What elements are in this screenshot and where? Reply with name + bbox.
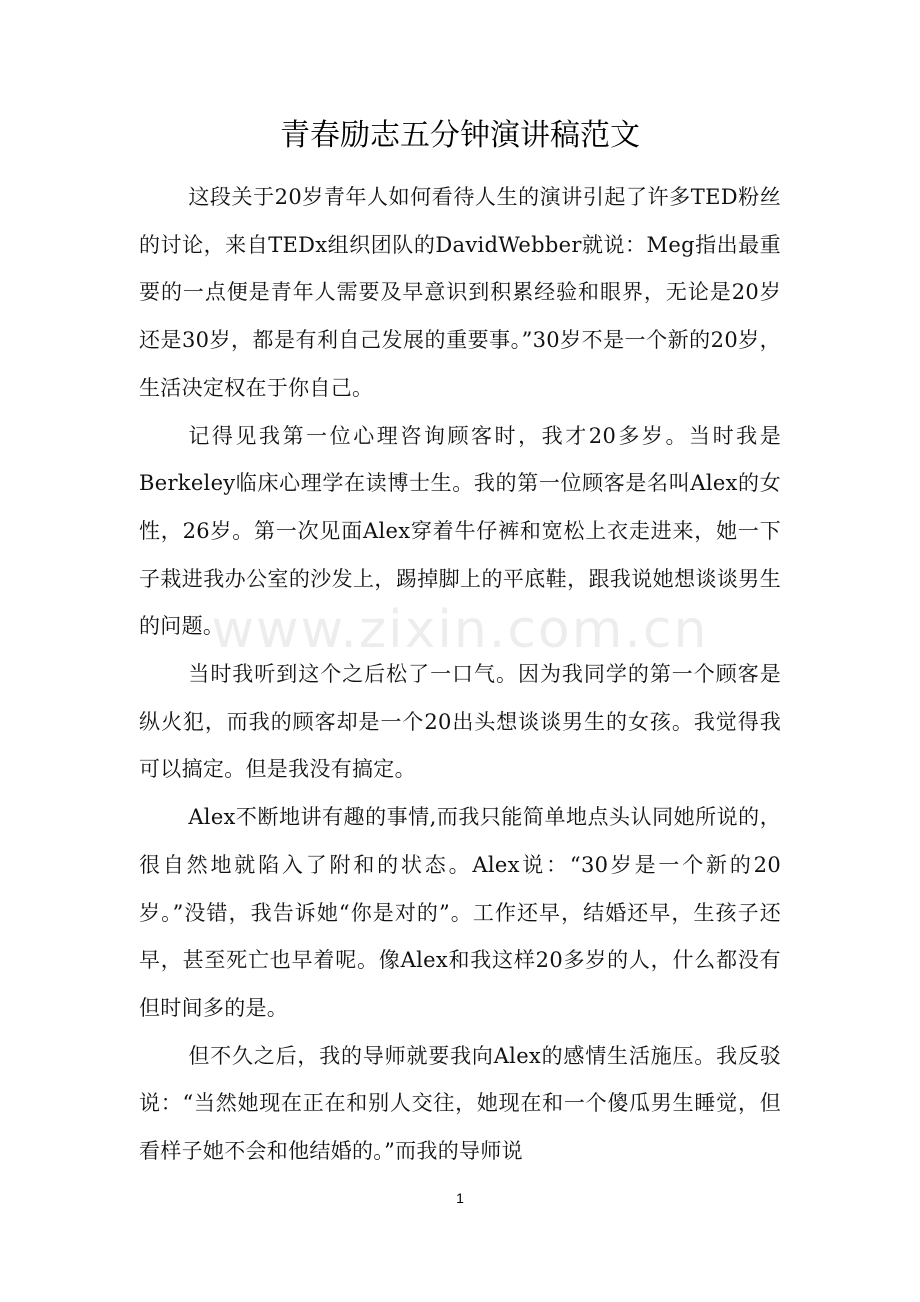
page-number: 1 bbox=[456, 1190, 464, 1206]
paragraph-5: 但不久之后，我的导师就要我向Alex的感情生活施压。我反驳说：“当然她现在正在和别人交往，她现在和一个傻瓜男生睡觉，但看样子她不会和他结婚的。”而我的导师说 bbox=[139, 1043, 781, 1164]
paragraph-4: Alex不断地讲有趣的事情,而我只能简单地点头认同她所说的，很自然地就陷入了附和的状态。Alex说：“30岁是一个新的20岁。”没错，我告诉她“你是对的”。工作还早，结婚还早，生孩子还早，甚至死亡也早着呢。像Alex和我这样20多岁的人，什么都没有但时间多的是。 bbox=[139, 805, 781, 1020]
document-body bbox=[139, 174, 781, 1176]
paragraph-2: 记得见我第一位心理咨询顾客时，我才20多岁。当时我是Berkeley临床心理学在读博士生。我的第一位顾客是名叫Alex的女性，26岁。第一次见面Alex穿着牛仔裤和宽松上衣走进来，她一下子栽进我办公室的沙发上，踢掉脚上的平底鞋，跟我说她想谈谈男生的问题。 bbox=[139, 423, 781, 639]
document-title: 青春励志五分钟演讲稿范文 bbox=[280, 118, 640, 153]
watermark: www.zixin.com.cn bbox=[211, 600, 709, 660]
paragraph-1: 这段关于20岁青年人如何看待人生的演讲引起了许多TED粉丝的讨论，来自TEDx组织团队的DavidWebber就说：Meg指出最重要的一点便是青年人需要及早意识到积累经验和眼界，无论是20岁还是30岁，都是有利自己发展的重要事。”30岁不是一个新的20岁，生活决定权在于你自己。 bbox=[139, 185, 781, 400]
paragraph-3: 当时我听到这个之后松了一口气。因为我同学的第一个顾客是纵火犯，而我的顾客却是一个20出头想谈谈男生的女孩。我觉得我可以搞定。但是我没有搞定。 bbox=[139, 662, 781, 782]
